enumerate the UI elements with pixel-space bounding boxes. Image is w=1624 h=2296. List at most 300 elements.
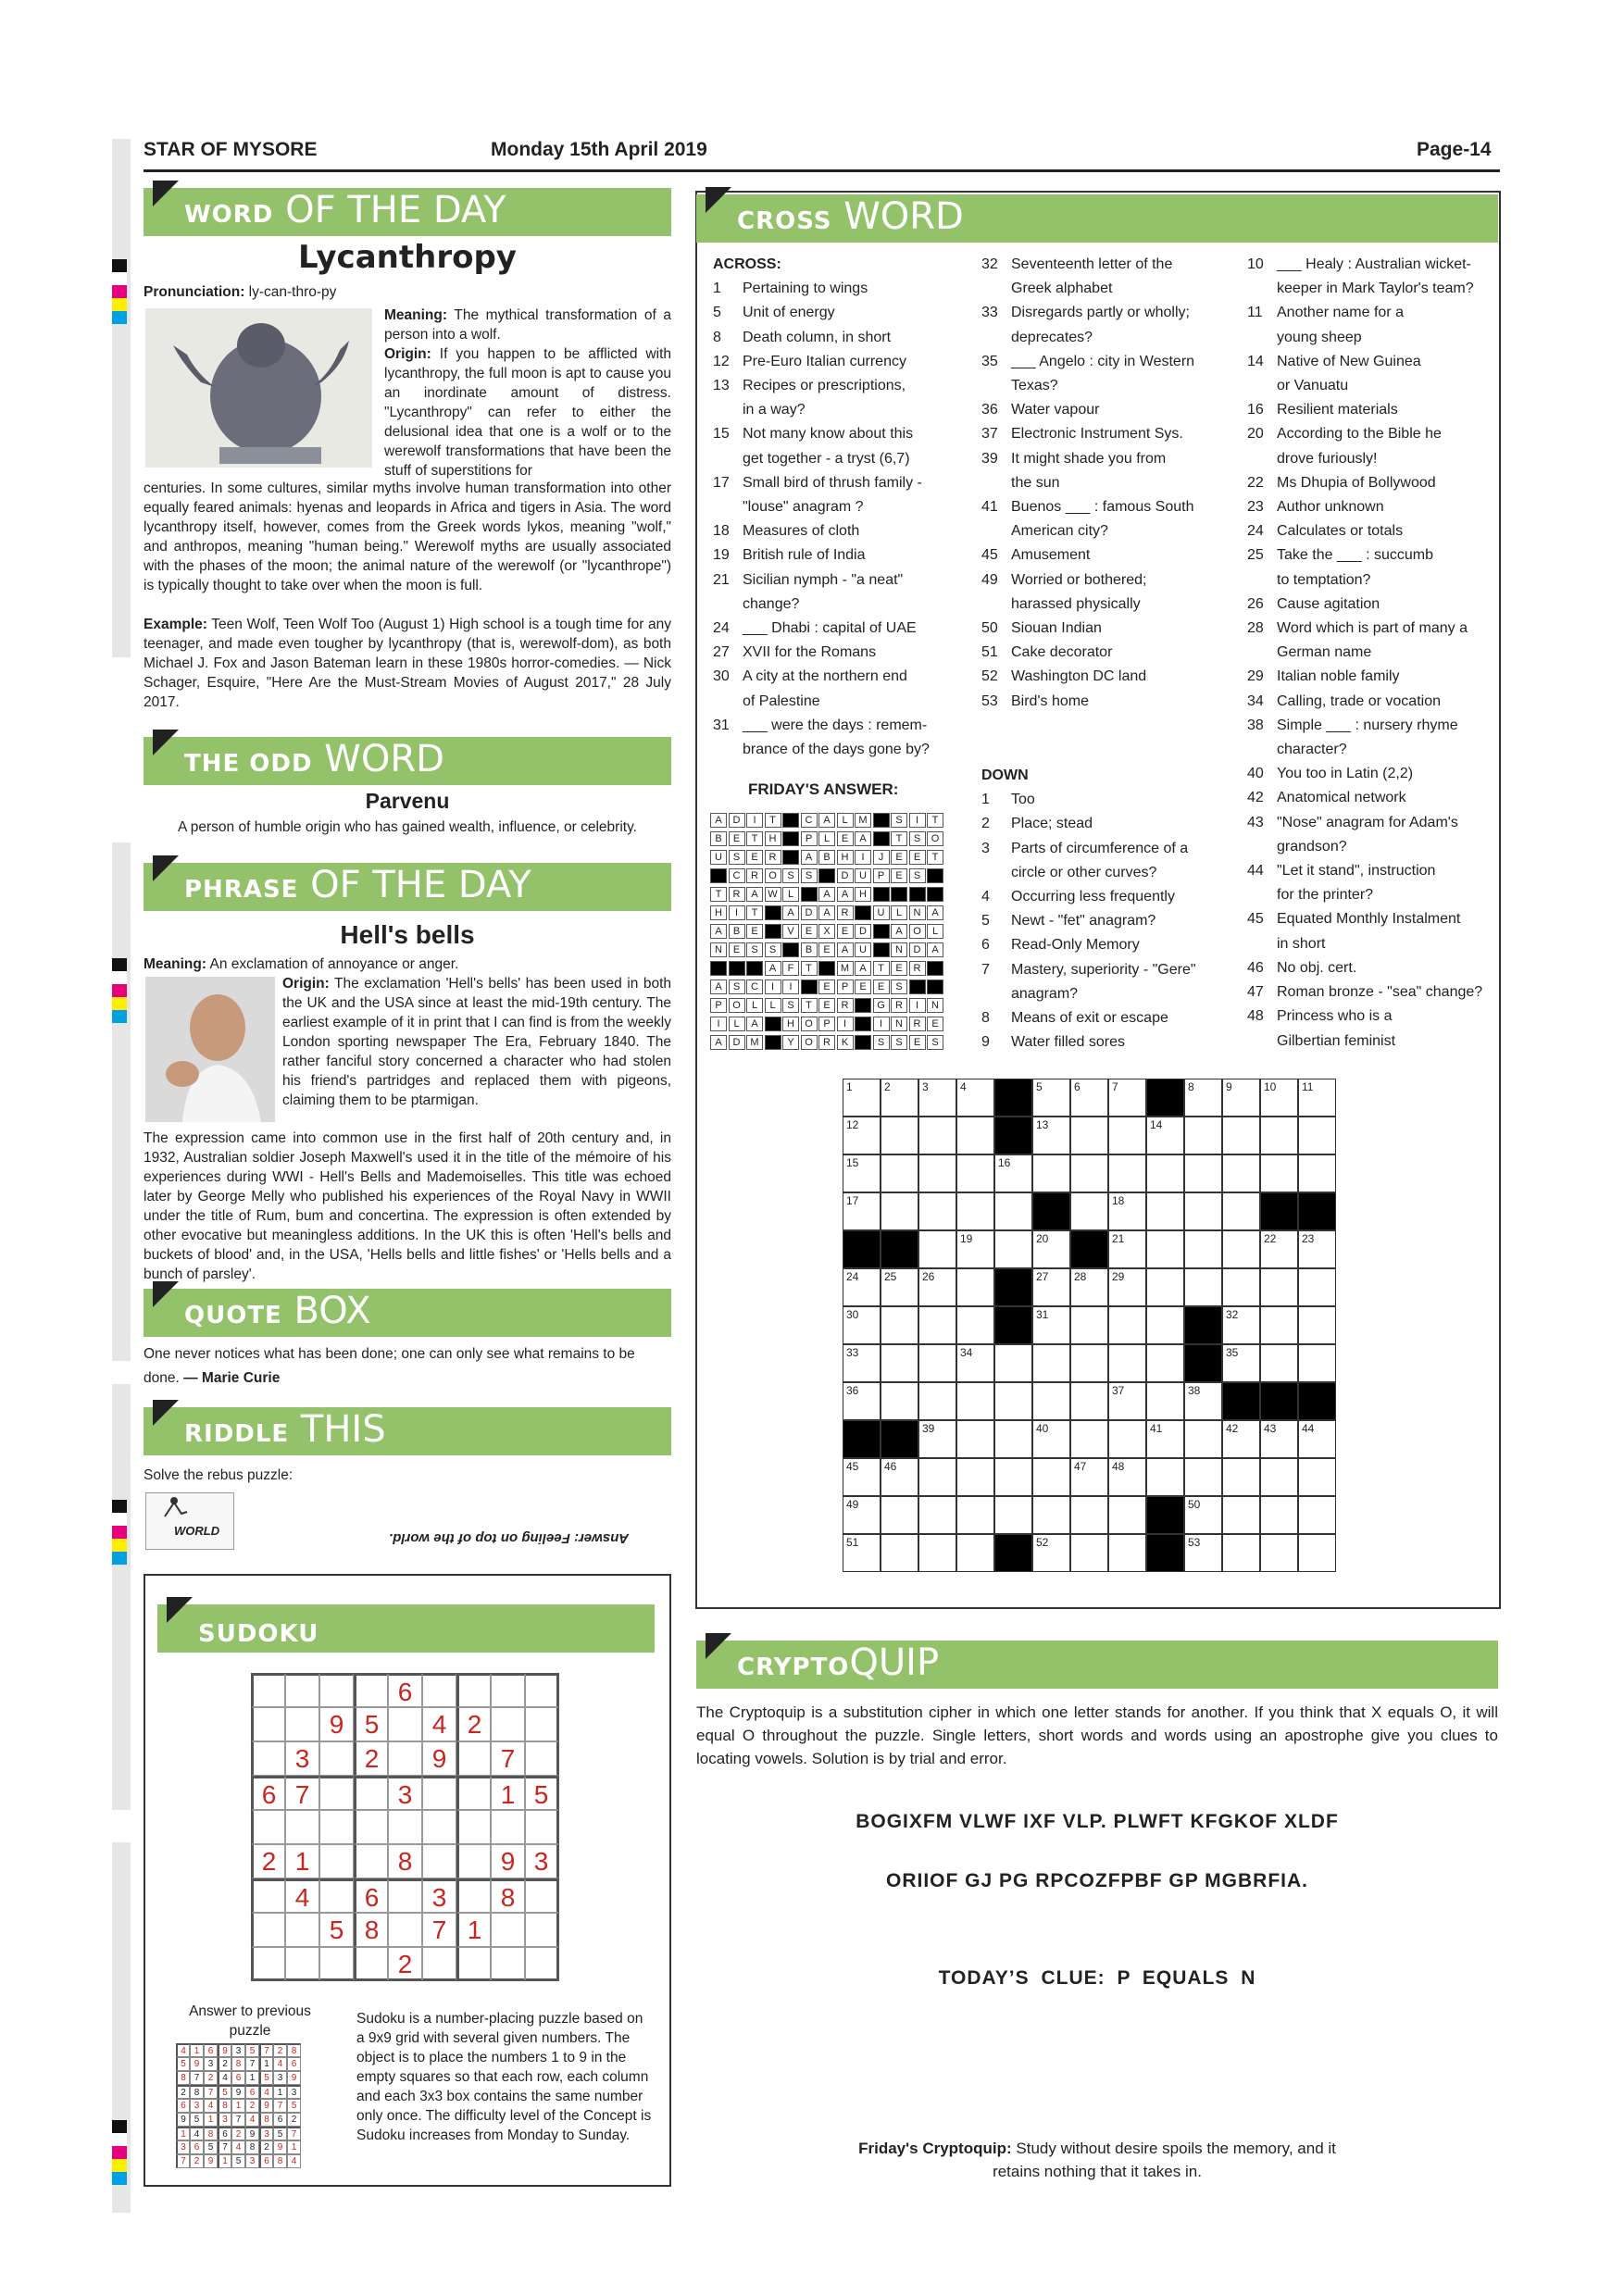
answer-cell: B bbox=[710, 831, 727, 846]
crossword-cell[interactable] bbox=[994, 1458, 1032, 1496]
sudoku-cell[interactable] bbox=[354, 1673, 388, 1707]
crossword-cell[interactable] bbox=[918, 1079, 956, 1117]
crossword-cell[interactable] bbox=[881, 1458, 918, 1496]
crossword-cell[interactable] bbox=[1032, 1382, 1070, 1420]
crossword-cell[interactable] bbox=[1032, 1458, 1070, 1496]
crossword-cell[interactable] bbox=[1184, 1420, 1222, 1458]
sudoku-cell[interactable] bbox=[251, 1673, 285, 1707]
crossword-cell[interactable] bbox=[1260, 1420, 1298, 1458]
sudoku-cell[interactable] bbox=[285, 1810, 319, 1844]
sudoku-cell[interactable] bbox=[319, 1673, 354, 1707]
crossword-cell[interactable] bbox=[918, 1382, 956, 1420]
clue-number bbox=[1247, 883, 1277, 907]
clue-text: According to the Bible he bbox=[1277, 426, 1442, 443]
crossword-cell[interactable] bbox=[1184, 1382, 1222, 1420]
sudoku-cell[interactable] bbox=[525, 1741, 559, 1776]
crossword-cell[interactable] bbox=[1032, 1344, 1070, 1382]
crossword-cell[interactable] bbox=[1032, 1268, 1070, 1306]
clue-text: German name bbox=[1277, 644, 1372, 661]
answer-cell: T bbox=[927, 813, 943, 828]
crossword-cell[interactable] bbox=[1108, 1117, 1146, 1154]
crossword-cell[interactable] bbox=[994, 1496, 1032, 1534]
clue-row bbox=[1247, 956, 1497, 980]
clue-row bbox=[1247, 422, 1497, 446]
clue-row bbox=[1247, 907, 1497, 931]
crossword-cell[interactable] bbox=[956, 1117, 994, 1154]
clue-text: anagram? bbox=[1011, 985, 1079, 1002]
sudoku-cell: 6 bbox=[251, 1776, 285, 1810]
crossword-cell[interactable] bbox=[1070, 1534, 1108, 1572]
crossword-cell[interactable] bbox=[1260, 1268, 1298, 1306]
crossword-cell[interactable] bbox=[1108, 1192, 1146, 1230]
sudoku-cell[interactable] bbox=[251, 1913, 285, 1947]
crossword-cell[interactable] bbox=[956, 1306, 994, 1344]
clue-number: 10 bbox=[1247, 256, 1264, 272]
crossword-cell[interactable] bbox=[881, 1154, 918, 1192]
sudoku-cell[interactable] bbox=[422, 1947, 456, 1981]
answer-cell: E bbox=[909, 1035, 926, 1050]
crossword-cell[interactable] bbox=[1070, 1458, 1108, 1496]
sudoku-cell[interactable] bbox=[354, 1776, 388, 1810]
answer-cell: H bbox=[782, 1017, 799, 1031]
sudoku-cell[interactable] bbox=[456, 1673, 491, 1707]
sudoku-answer-cell: 8 bbox=[204, 2127, 218, 2140]
answer-cell: C bbox=[801, 813, 818, 828]
crossword-cell[interactable] bbox=[843, 1154, 881, 1192]
publication-name: STAR OF MYSORE bbox=[144, 139, 318, 160]
crossword-cell[interactable] bbox=[1222, 1458, 1260, 1496]
crossword-cell[interactable] bbox=[1298, 1154, 1336, 1192]
crossword-cell[interactable] bbox=[1108, 1154, 1146, 1192]
sudoku-cell[interactable] bbox=[285, 1947, 319, 1981]
clue-text: Pertaining to wings bbox=[743, 281, 868, 297]
sudoku-answer-cell: 5 bbox=[176, 2057, 190, 2071]
sudoku-cell[interactable] bbox=[456, 1741, 491, 1776]
crossword-cell[interactable] bbox=[956, 1079, 994, 1117]
crossword-black-cell bbox=[1146, 1496, 1184, 1534]
sudoku-cell[interactable] bbox=[456, 1947, 491, 1981]
color-marks bbox=[112, 958, 127, 1023]
crossword-cell[interactable] bbox=[1032, 1079, 1070, 1117]
clue-number: 11 bbox=[1247, 305, 1263, 321]
crossword-cell[interactable] bbox=[1260, 1306, 1298, 1344]
sudoku-cell[interactable] bbox=[388, 1913, 422, 1947]
crossword-cell[interactable] bbox=[956, 1154, 994, 1192]
answer-black-cell bbox=[855, 998, 871, 1013]
clue-text: of Palestine bbox=[743, 693, 820, 709]
crossword-cell[interactable] bbox=[1032, 1534, 1070, 1572]
sudoku-cell[interactable] bbox=[319, 1741, 354, 1776]
sudoku-cell[interactable] bbox=[319, 1947, 354, 1981]
crossword-cell[interactable] bbox=[1146, 1344, 1184, 1382]
crossword-cell[interactable] bbox=[1146, 1154, 1184, 1192]
crossword-cell[interactable] bbox=[918, 1534, 956, 1572]
crossword-cell[interactable] bbox=[843, 1306, 881, 1344]
clue-number bbox=[981, 326, 1011, 350]
crossword-cell[interactable] bbox=[1108, 1268, 1146, 1306]
sudoku-cell[interactable] bbox=[388, 1878, 422, 1913]
crossword-cell[interactable] bbox=[994, 1420, 1032, 1458]
crossword-cell[interactable] bbox=[881, 1268, 918, 1306]
crossword-cell[interactable] bbox=[881, 1306, 918, 1344]
answer-cell: A bbox=[818, 905, 835, 920]
clue-text: Water vapour bbox=[1011, 402, 1100, 418]
crossword-cell[interactable] bbox=[1298, 1534, 1336, 1572]
sudoku-cell[interactable] bbox=[491, 1947, 525, 1981]
crossword-cell[interactable] bbox=[1108, 1534, 1146, 1572]
crossword-cell[interactable] bbox=[956, 1230, 994, 1268]
sudoku-cell[interactable] bbox=[422, 1810, 456, 1844]
clue-number bbox=[1247, 932, 1277, 956]
crossword-cell[interactable] bbox=[1032, 1496, 1070, 1534]
crossword-cell[interactable] bbox=[1108, 1496, 1146, 1534]
answer-cell: A bbox=[765, 961, 781, 976]
crossword-cell[interactable] bbox=[918, 1230, 956, 1268]
sudoku-cell[interactable] bbox=[285, 1673, 319, 1707]
crossword-cell[interactable] bbox=[1222, 1079, 1260, 1117]
clue-row bbox=[713, 593, 954, 617]
crossword-grid[interactable] bbox=[843, 1079, 1336, 1572]
crossword-cell[interactable] bbox=[843, 1079, 881, 1117]
sudoku-cell[interactable] bbox=[491, 1707, 525, 1741]
sudoku-cell[interactable] bbox=[491, 1673, 525, 1707]
crossword-cell[interactable] bbox=[1184, 1458, 1222, 1496]
crossword-cell[interactable] bbox=[994, 1230, 1032, 1268]
answer-cell: R bbox=[818, 1035, 835, 1050]
sudoku-cell: 7 bbox=[422, 1913, 456, 1947]
cell-number: 26 bbox=[922, 1270, 935, 1283]
crossword-cell[interactable] bbox=[1032, 1306, 1070, 1344]
crossword-cell[interactable] bbox=[1260, 1117, 1298, 1154]
crossword-cell[interactable] bbox=[918, 1192, 956, 1230]
crossword-cell[interactable] bbox=[843, 1192, 881, 1230]
sudoku-cell[interactable] bbox=[456, 1810, 491, 1844]
crossword-cell[interactable] bbox=[1222, 1268, 1260, 1306]
answer-cell: S bbox=[801, 868, 818, 883]
sudoku-cell[interactable] bbox=[285, 1707, 319, 1741]
crossword-cell[interactable] bbox=[1070, 1306, 1108, 1344]
sudoku-cell[interactable] bbox=[388, 1741, 422, 1776]
sudoku-cell[interactable] bbox=[354, 1810, 388, 1844]
answer-cell: B bbox=[729, 924, 745, 939]
crossword-cell[interactable] bbox=[1184, 1154, 1222, 1192]
sudoku-cell[interactable] bbox=[285, 1913, 319, 1947]
crossword-cell[interactable] bbox=[881, 1496, 918, 1534]
crossword-cell[interactable] bbox=[956, 1458, 994, 1496]
sudoku-cell[interactable] bbox=[251, 1810, 285, 1844]
crossword-cell[interactable] bbox=[918, 1496, 956, 1534]
crossword-cell[interactable] bbox=[1070, 1496, 1108, 1534]
answer-cell: R bbox=[909, 961, 926, 976]
crossword-cell[interactable] bbox=[843, 1534, 881, 1572]
clue-text: ___ were the days : remem- bbox=[743, 717, 928, 733]
crossword-cell[interactable] bbox=[1146, 1420, 1184, 1458]
crossword-cell[interactable] bbox=[918, 1306, 956, 1344]
sudoku-cell: 3 bbox=[422, 1878, 456, 1913]
crossword-cell[interactable] bbox=[1070, 1154, 1108, 1192]
crossword-cell[interactable] bbox=[1070, 1344, 1108, 1382]
sudoku-cell[interactable] bbox=[456, 1844, 491, 1878]
crossword-cell[interactable] bbox=[1222, 1117, 1260, 1154]
crossword-cell[interactable] bbox=[1260, 1154, 1298, 1192]
sudoku-cell[interactable] bbox=[525, 1913, 559, 1947]
clue-text: Roman bronze - "sea" change? bbox=[1277, 984, 1483, 1001]
answer-cell: E bbox=[909, 850, 926, 865]
crossword-black-cell bbox=[994, 1268, 1032, 1306]
sudoku-cell[interactable] bbox=[525, 1707, 559, 1741]
sudoku-cell[interactable] bbox=[319, 1776, 354, 1810]
crossword-cell[interactable] bbox=[1222, 1496, 1260, 1534]
crossword-cell[interactable] bbox=[1184, 1079, 1222, 1117]
crossword-cell[interactable] bbox=[1070, 1192, 1108, 1230]
crossword-cell[interactable] bbox=[918, 1268, 956, 1306]
sudoku-cell[interactable] bbox=[422, 1673, 456, 1707]
clue-row bbox=[1247, 568, 1497, 593]
answer-black-cell bbox=[818, 961, 835, 976]
crossword-cell[interactable] bbox=[1298, 1117, 1336, 1154]
sudoku-cell[interactable] bbox=[319, 1844, 354, 1878]
sudoku-cell[interactable] bbox=[422, 1844, 456, 1878]
answer-cell: F bbox=[782, 961, 799, 976]
crossword-cell[interactable] bbox=[1070, 1420, 1108, 1458]
crossword-cell[interactable] bbox=[843, 1117, 881, 1154]
clue-text: Mastery, superiority - "Gere" bbox=[1011, 961, 1196, 978]
crossword-cell[interactable] bbox=[881, 1192, 918, 1230]
crossword-cell[interactable] bbox=[1146, 1382, 1184, 1420]
clue-text: American city? bbox=[1011, 523, 1108, 540]
crossword-cell[interactable] bbox=[1222, 1344, 1260, 1382]
sudoku-cell[interactable] bbox=[456, 1878, 491, 1913]
clue-row bbox=[981, 617, 1231, 641]
crossword-cell[interactable] bbox=[1032, 1154, 1070, 1192]
answer-cell: E bbox=[801, 924, 818, 939]
crossword-cell[interactable] bbox=[1184, 1534, 1222, 1572]
clue-number: 40 bbox=[1247, 766, 1264, 782]
crossword-cell[interactable] bbox=[1222, 1306, 1260, 1344]
answer-cell: I bbox=[729, 905, 745, 920]
answer-cell: I bbox=[782, 980, 799, 994]
sudoku-cell[interactable] bbox=[491, 1810, 525, 1844]
crossword-cell[interactable] bbox=[918, 1344, 956, 1382]
crossword-cell[interactable] bbox=[1222, 1420, 1260, 1458]
crossword-cell[interactable] bbox=[1298, 1268, 1336, 1306]
crossword-cell[interactable] bbox=[843, 1458, 881, 1496]
crossword-cell[interactable] bbox=[1222, 1154, 1260, 1192]
crossword-cell[interactable] bbox=[1108, 1458, 1146, 1496]
riddle-banner: RIDDLE THIS bbox=[144, 1407, 671, 1455]
answer-cell: H bbox=[855, 887, 871, 902]
crossword-cell[interactable] bbox=[881, 1534, 918, 1572]
sudoku-cell[interactable] bbox=[319, 1810, 354, 1844]
sudoku-cell[interactable] bbox=[319, 1878, 354, 1913]
crossword-cell[interactable] bbox=[843, 1496, 881, 1534]
answer-cell: T bbox=[801, 961, 818, 976]
crossword-cell[interactable] bbox=[956, 1534, 994, 1572]
sudoku-cell[interactable] bbox=[354, 1947, 388, 1981]
crossword-cell[interactable] bbox=[918, 1117, 956, 1154]
crossword-cell[interactable] bbox=[1146, 1230, 1184, 1268]
crossword-black-cell bbox=[1032, 1192, 1070, 1230]
figure-on-world-icon bbox=[146, 1493, 233, 1549]
crossword-cell[interactable] bbox=[1108, 1079, 1146, 1117]
crossword-cell[interactable] bbox=[1184, 1496, 1222, 1534]
crossword-cell[interactable] bbox=[956, 1344, 994, 1382]
clue-row bbox=[1247, 253, 1497, 277]
crossword-cell[interactable] bbox=[1070, 1268, 1108, 1306]
cell-number: 45 bbox=[846, 1460, 859, 1473]
crossword-cell[interactable] bbox=[1298, 1496, 1336, 1534]
header-rule bbox=[144, 169, 1500, 172]
sudoku-cell[interactable] bbox=[525, 1878, 559, 1913]
crossword-cell[interactable] bbox=[881, 1079, 918, 1117]
crossword-cell[interactable] bbox=[1184, 1230, 1222, 1268]
answer-cell: I bbox=[909, 813, 926, 828]
crossword-cell[interactable] bbox=[1146, 1306, 1184, 1344]
crossword-cell[interactable] bbox=[1298, 1079, 1336, 1117]
answer-black-cell bbox=[801, 980, 818, 994]
crossword-cell[interactable] bbox=[1260, 1079, 1298, 1117]
crossword-cell[interactable] bbox=[1146, 1192, 1184, 1230]
crossword-cell[interactable] bbox=[1070, 1079, 1108, 1117]
clue-row bbox=[713, 665, 954, 689]
sudoku-answer-cell: 8 bbox=[259, 2113, 273, 2127]
crossword-cell[interactable] bbox=[1260, 1344, 1298, 1382]
crossword-cell[interactable] bbox=[956, 1496, 994, 1534]
answer-cell: L bbox=[927, 924, 943, 939]
cell-number: 49 bbox=[846, 1498, 859, 1511]
crossword-cell[interactable] bbox=[1298, 1230, 1336, 1268]
crossword-cell[interactable] bbox=[1298, 1420, 1336, 1458]
crossword-cell[interactable] bbox=[1222, 1192, 1260, 1230]
crossword-cell[interactable] bbox=[994, 1344, 1032, 1382]
clue-number: 43 bbox=[1247, 814, 1264, 830]
sudoku-cell[interactable] bbox=[525, 1810, 559, 1844]
crossword-cell[interactable] bbox=[956, 1420, 994, 1458]
answer-cell: L bbox=[782, 887, 799, 902]
sudoku-answer-cell: 5 bbox=[245, 2043, 259, 2057]
cell-number: 43 bbox=[1264, 1422, 1277, 1435]
clue-row bbox=[981, 593, 1231, 617]
crossword-cell[interactable] bbox=[1032, 1117, 1070, 1154]
crossword-cell[interactable] bbox=[843, 1268, 881, 1306]
sudoku-answer-cell: 4 bbox=[218, 2071, 231, 2085]
sudoku-cell[interactable] bbox=[525, 1673, 559, 1707]
clue-text: Read-Only Memory bbox=[1011, 937, 1140, 954]
answer-cell: S bbox=[891, 980, 907, 994]
sudoku-cell: 9 bbox=[319, 1707, 354, 1741]
clue-number bbox=[713, 738, 743, 762]
sudoku-cell[interactable] bbox=[388, 1707, 422, 1741]
crossword-cell[interactable] bbox=[881, 1382, 918, 1420]
crossword-cell[interactable] bbox=[918, 1458, 956, 1496]
crossword-cell[interactable] bbox=[956, 1382, 994, 1420]
sudoku-cell[interactable] bbox=[525, 1947, 559, 1981]
sudoku-cell: 7 bbox=[285, 1776, 319, 1810]
crossword-cell[interactable] bbox=[1298, 1344, 1336, 1382]
crossword-cell[interactable] bbox=[1260, 1458, 1298, 1496]
crossword-cell[interactable] bbox=[1298, 1306, 1336, 1344]
crossword-cell[interactable] bbox=[1222, 1534, 1260, 1572]
crossword-cell[interactable] bbox=[843, 1344, 881, 1382]
crossword-cell[interactable] bbox=[1070, 1117, 1108, 1154]
crossword-cell[interactable] bbox=[1108, 1306, 1146, 1344]
crossword-cell[interactable] bbox=[1108, 1230, 1146, 1268]
cell-number: 3 bbox=[922, 1080, 929, 1093]
crossword-cell[interactable] bbox=[1108, 1382, 1146, 1420]
crossword-cell[interactable] bbox=[1108, 1420, 1146, 1458]
crossword-cell[interactable] bbox=[1184, 1192, 1222, 1230]
crossword-cell[interactable] bbox=[1298, 1458, 1336, 1496]
sudoku-cell[interactable] bbox=[251, 1878, 285, 1913]
crossword-cell[interactable] bbox=[994, 1382, 1032, 1420]
crossword-cell[interactable] bbox=[1184, 1117, 1222, 1154]
sudoku-cell[interactable] bbox=[251, 1947, 285, 1981]
clue-text: Buenos ___ : famous South bbox=[1011, 499, 1194, 516]
clue-row bbox=[981, 326, 1231, 350]
clue-text: deprecates? bbox=[1011, 329, 1093, 345]
crossword-black-cell bbox=[994, 1117, 1032, 1154]
friday-answer-grid bbox=[710, 813, 946, 1054]
crossword-cell[interactable] bbox=[994, 1192, 1032, 1230]
crossword-cell[interactable] bbox=[1032, 1420, 1070, 1458]
sudoku-grid[interactable] bbox=[251, 1673, 559, 1981]
crossword-cell[interactable] bbox=[1184, 1268, 1222, 1306]
sudoku-cell[interactable] bbox=[251, 1707, 285, 1741]
clue-number: 31 bbox=[713, 717, 730, 733]
down-clues-continued bbox=[1247, 253, 1497, 1054]
crossword-cell[interactable] bbox=[1070, 1382, 1108, 1420]
answer-cell: L bbox=[746, 998, 763, 1013]
answer-black-cell bbox=[746, 961, 763, 976]
sudoku-cell: 9 bbox=[422, 1741, 456, 1776]
crossword-cell[interactable] bbox=[1260, 1534, 1298, 1572]
answer-cell: T bbox=[873, 961, 890, 976]
sudoku-cell[interactable] bbox=[388, 1810, 422, 1844]
crossword-cell[interactable] bbox=[1108, 1344, 1146, 1382]
sudoku-cell[interactable] bbox=[456, 1776, 491, 1810]
answer-cell: R bbox=[746, 868, 763, 883]
crossword-cell[interactable] bbox=[881, 1344, 918, 1382]
sudoku-cell[interactable] bbox=[422, 1776, 456, 1810]
crossword-cell[interactable] bbox=[1146, 1268, 1184, 1306]
sudoku-answer-label: Answer to previous puzzle bbox=[189, 2003, 311, 2039]
crossword-cell[interactable] bbox=[918, 1420, 956, 1458]
crossword-cell[interactable] bbox=[1146, 1117, 1184, 1154]
crossword-cell[interactable] bbox=[956, 1268, 994, 1306]
crossword-cell[interactable] bbox=[1222, 1230, 1260, 1268]
crossword-cell[interactable] bbox=[1032, 1230, 1070, 1268]
sudoku-cell[interactable] bbox=[354, 1844, 388, 1878]
answer-cell: E bbox=[729, 831, 745, 846]
answer-black-cell bbox=[927, 868, 943, 883]
sudoku-cell: 8 bbox=[491, 1878, 525, 1913]
crossword-cell[interactable] bbox=[918, 1154, 956, 1192]
answer-cell: E bbox=[729, 942, 745, 957]
crossword-cell[interactable] bbox=[1260, 1230, 1298, 1268]
crossword-cell[interactable] bbox=[994, 1154, 1032, 1192]
crossword-cell[interactable] bbox=[843, 1382, 881, 1420]
cell-number: 2 bbox=[884, 1080, 891, 1093]
crossword-cell[interactable] bbox=[1260, 1496, 1298, 1534]
sudoku-cell[interactable] bbox=[491, 1913, 525, 1947]
crossword-cell[interactable] bbox=[1146, 1458, 1184, 1496]
clue-text: "Let it stand", instruction bbox=[1277, 863, 1436, 880]
answer-cell: L bbox=[765, 998, 781, 1013]
clue-text: Small bird of thrush family - bbox=[743, 474, 922, 491]
sudoku-cell[interactable] bbox=[251, 1741, 285, 1776]
crossword-cell[interactable] bbox=[881, 1117, 918, 1154]
crossword-cell[interactable] bbox=[956, 1192, 994, 1230]
